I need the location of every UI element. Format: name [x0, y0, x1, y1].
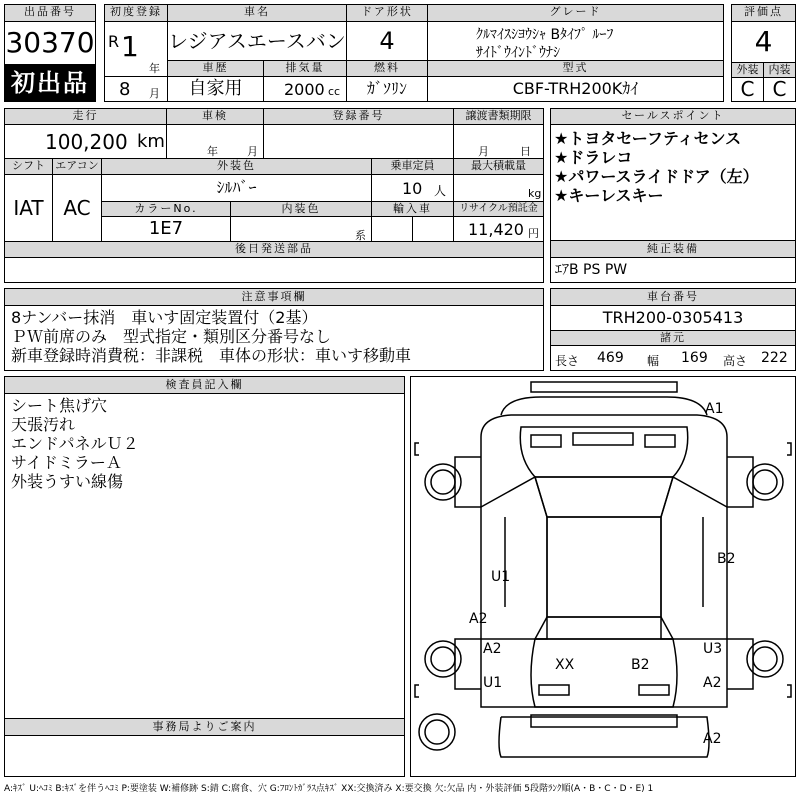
mileage-unit: km [137, 131, 165, 152]
exterior-color-value: ｼﾙﾊﾞｰ [101, 174, 372, 202]
length-label: 長さ [555, 354, 580, 368]
car-name-header: 車名 [167, 4, 347, 22]
selling-point-item: ★トヨタセーフティセンス [554, 129, 742, 148]
displacement-cell [263, 76, 347, 102]
doors-value: 4 [346, 21, 428, 61]
selling-point-item: ★パワースライドドア（左） [554, 167, 759, 186]
displacement-unit: cc [328, 85, 341, 98]
inspector-line: エンドパネルＵ２ [11, 434, 139, 453]
inspector-line: サイドミラーＡ [11, 453, 122, 472]
selling-points-header: セールスポイント [550, 108, 796, 125]
recycle-header: リサイクル預託金 [453, 201, 544, 217]
mark-rear-right: B2 [631, 657, 650, 673]
transfer-day-unit: 日 [520, 145, 531, 158]
inspection-cell [166, 124, 264, 159]
later-parts-value [4, 257, 544, 283]
fuel-value: ｶﾞｿﾘﾝ [346, 76, 428, 102]
registration-value [263, 124, 454, 159]
inspection-year-unit: 年 [207, 145, 218, 158]
height-label: 高さ [723, 354, 748, 368]
dimensions-header: 諸元 [550, 330, 796, 346]
mark-left-rear2: U1 [483, 675, 503, 691]
inspection-header: 車検 [166, 108, 264, 125]
inspector-header: 検査員記入欄 [4, 376, 405, 394]
doors-header: ドア形状 [346, 4, 428, 22]
grade-header: グレード [427, 4, 724, 22]
recycle-cell [453, 216, 544, 242]
car-diagram-svg [411, 377, 795, 776]
car-name-value: レジアスエースバン [167, 21, 347, 61]
later-parts-header: 後日発送部品 [4, 241, 544, 258]
width-value: 169 [681, 350, 708, 366]
mark-left-front: A2 [469, 611, 488, 627]
length-value: 469 [597, 350, 624, 366]
exterior-color-header: 外装色 [101, 158, 372, 175]
notes-body [4, 305, 544, 371]
history-value: 自家用 [167, 76, 264, 102]
mark-left-rear1: A2 [483, 641, 502, 657]
score-int-header: 内装 [763, 62, 796, 78]
displacement-value: 2000 [284, 80, 325, 99]
interior-color-header: 内装色 [230, 201, 372, 217]
selling-point-item: ★キーレスキー [554, 186, 664, 205]
first-reg-month: 8 [119, 79, 131, 100]
capacity-unit: 人 [434, 184, 447, 198]
inspector-line: シート焦げ穴 [11, 396, 108, 415]
model-value: CBF-TRH200Kｶｲ [427, 76, 724, 102]
transfer-header: 譲渡書類期限 [453, 108, 544, 125]
capacity-header: 乗車定員 [371, 158, 454, 175]
score-int: C [763, 77, 796, 102]
first-listing-badge: 初出品 [4, 64, 96, 102]
height-value: 222 [761, 350, 788, 366]
score-ext-header: 外装 [731, 62, 764, 78]
lot-header: 出品番号 [4, 4, 96, 22]
first-reg-year: 1 [121, 30, 139, 63]
import-divider [412, 217, 413, 241]
equipment-value: ｴｱB PS PW [550, 257, 796, 283]
shift-value: IAT [4, 174, 53, 242]
note-line: 新車登録時消費税：非課税 車体の形状：車いす移動車 [11, 346, 412, 365]
selling-points-list [550, 124, 796, 241]
score-header: 評価点 [731, 4, 796, 22]
car-diagram [410, 376, 796, 777]
mark-right-bottom: A2 [703, 675, 722, 691]
chassis-value: TRH200-0305413 [550, 305, 796, 331]
score-ext: C [731, 77, 764, 102]
displacement-header: 排気量 [263, 60, 347, 77]
grade-line2: ｻｲﾄﾞｳｲﾝﾄﾞｳﾅｼ [476, 45, 560, 61]
registration-header: 登録番号 [263, 108, 454, 125]
mark-bottom: A2 [703, 731, 722, 747]
shift-header: シフト [4, 158, 53, 175]
dimensions-row [550, 345, 796, 371]
width-label: 幅 [647, 354, 660, 368]
first-reg-year-cell [104, 21, 168, 77]
transfer-cell [453, 124, 544, 159]
model-header: 型式 [427, 60, 724, 77]
office-header: 事務局よりご案内 [4, 718, 405, 736]
grade-line1: ｸﾙﾏｲｽｼﾖｳｼｬ Bﾀｲﾌﾟ ﾙｰﾌ [476, 27, 614, 43]
first-reg-header: 初度登録 [104, 4, 168, 22]
mark-right-front: B2 [717, 551, 736, 567]
grade-value [427, 21, 724, 61]
max-load-header: 最大積載量 [453, 158, 544, 175]
capacity-cell [371, 174, 454, 202]
mileage-value: 100,200 [45, 130, 128, 154]
transfer-month-unit: 月 [478, 145, 489, 158]
note-line: ＰＷ前席のみ 型式指定・類別区分番号なし [11, 327, 332, 346]
color-no-value: 1E7 [101, 216, 231, 242]
import-header: 輸入車 [371, 201, 454, 217]
inspector-body [4, 393, 405, 719]
lot-number: 30370 [4, 21, 96, 65]
chassis-header: 車台番号 [550, 288, 796, 306]
mark-rear-left: XX [555, 657, 575, 673]
selling-point-item: ★ドラレコ [554, 148, 633, 167]
aircon-header: エアコン [52, 158, 102, 175]
equipment-header: 純正装備 [550, 240, 796, 258]
max-load-unit: kg [528, 187, 542, 200]
score-value: 4 [731, 21, 796, 63]
import-cell [371, 216, 454, 242]
mileage-header: 走行 [4, 108, 167, 125]
mark-right-rear: U3 [703, 641, 723, 657]
max-load-cell [453, 174, 544, 202]
mark-front: A1 [705, 401, 724, 417]
mark-left-mid: U1 [491, 569, 511, 585]
mileage-cell [4, 124, 167, 159]
color-no-header: カラーNo. [101, 201, 231, 217]
first-reg-year-unit: 年 [149, 62, 160, 75]
note-line: 8ナンバー抹消 車いす固定装置付（2基） [11, 308, 318, 327]
first-reg-month-unit: 月 [149, 87, 160, 100]
legend: A:ｷｽﾞ U:ﾍｺﾐ B:ｷｽﾞを伴うﾍｺﾐ P:要塗装 W:補修跡 S:錆 C:腐食、穴 G:ﾌﾛﾝﾄｶﾞﾗｽ点ｷｽﾞ XX:交換済み X:要交換 欠:欠品 内・外装評価 5段階ﾗﾝｸ順(A・B・C・D・E) 1 [4, 784, 654, 794]
first-reg-era: R [108, 32, 120, 51]
inspector-line: 天張汚れ [11, 415, 76, 434]
office-body [4, 735, 405, 777]
history-header: 車歴 [167, 60, 264, 77]
recycle-unit: 円 [528, 227, 539, 240]
inspection-month-unit: 月 [247, 145, 258, 158]
inspector-line: 外装うすい線傷 [11, 472, 124, 491]
capacity-value: 10 [402, 179, 423, 198]
notes-header: 注意事項欄 [4, 288, 544, 306]
recycle-value: 11,420 [468, 220, 524, 239]
fuel-header: 燃料 [346, 60, 428, 77]
aircon-value: AC [52, 174, 102, 242]
interior-color-unit: 系 [355, 229, 366, 242]
first-reg-month-cell [104, 76, 168, 102]
interior-color-cell [230, 216, 372, 242]
